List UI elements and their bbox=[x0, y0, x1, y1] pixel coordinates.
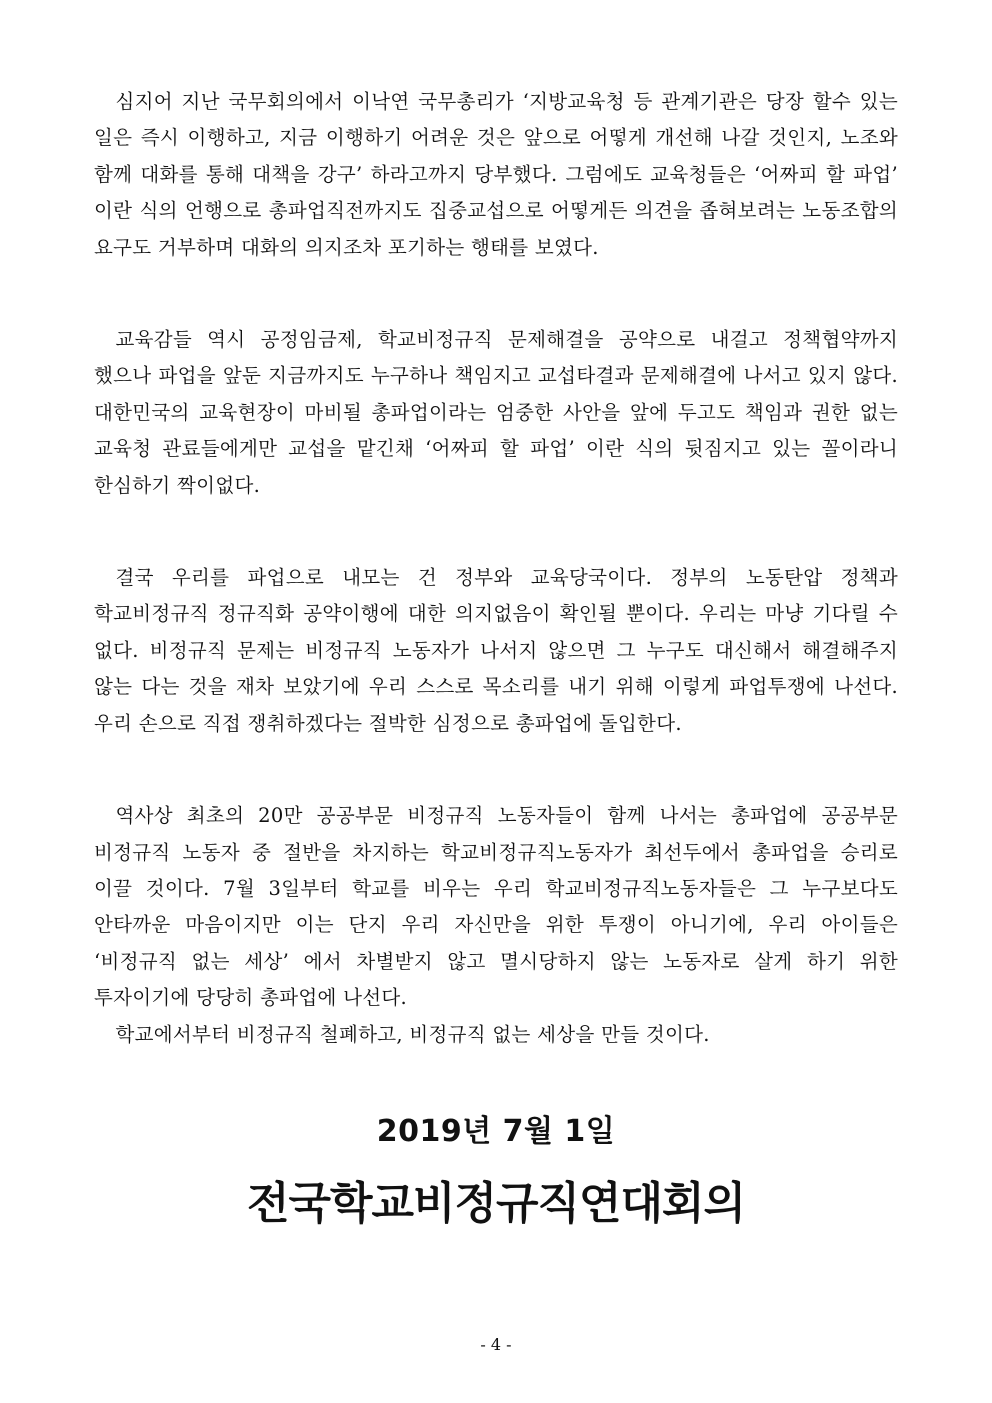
page-number: - 4 - bbox=[480, 1335, 512, 1354]
document-date: 2019년 7월 1일 bbox=[376, 1114, 616, 1149]
paragraph-3: 결국 우리를 파업으로 내모는 건 정부와 교육당국이다. 정부의 노동탄압 정책과 학교비정규직 정규직화 공약이행에 대한 의지없음이 확인될 뿐이다. 우리는 마냥 기다릴 수 없다. 비정규직 문제는 비정규직 노동자가 나서지 않으면 그 누구도 대신해서 해결해주지 않는 다는 것을 재차 보았기에 우리 스스로 목소리를 내기 위해 이렇게 파업투쟁에 나선다. 우리 손으로 직접 쟁취하겠다는 절박한 심정으로 총파업에 돌입한다. bbox=[94, 566, 898, 735]
paragraph-2: 교육감들 역시 공정임금제, 학교비정규직 문제해결을 공약으로 내걸고 정책협약까지 했으나 파업을 앞둔 지금까지도 누구하나 책임지고 교섭타결과 문제해결에 나서고 있지 않다. 대한민국의 교육현장이 마비될 총파업이라는 엄중한 사안을 앞에 두고도 책임과 권한 없는 교육청 관료들에게만 교섭을 맡긴채 ‘어짜피 할 파업’ 이란 식의 뒷짐지고 있는 꼴이라니 한심하기 짝이없다. bbox=[94, 328, 898, 497]
paragraph-4: 역사상 최초의 20만 공공부문 비정규직 노동자들이 함께 나서는 총파업에 공공부문 비정규직 노동자 중 절반을 차지하는 학교비정규직노동자가 최선두에서 총파업을 승리로 이끌 것이다. 7월 3일부터 학교를 비우는 우리 학교비정규직노동자들은 그 누구보다도 안타까운 마음이지만 이는 단지 우리 자신만을 위한 투쟁이 아니기에, 우리 아이들은 ‘비정규직 없는 세상’ 에서 차별받지 않고 멸시당하지 않는 노동자로 살게 하기 위한 투자이기에 당당히 총파업에 나선다. bbox=[94, 804, 898, 1010]
paragraph-1: 심지어 지난 국무회의에서 이낙연 국무총리가 ‘지방교육청 등 관계기관은 당장 할수 있는 일은 즉시 이행하고, 지금 이행하기 어려운 것은 앞으로 어떻게 개선해 나갈 것인지, 노조와 함께 대화를 통해 대책을 강구’ 하라고까지 당부했다. 그럼에도 교육청들은 ‘어짜피 할 파업’ 이란 식의 언행으로 총파업직전까지도 집중교섭으로 어떻게든 의견을 좁혀보려는 노동조합의 요구도 거부하며 대화의 의지조차 포기하는 행태를 보였다. bbox=[94, 90, 898, 259]
organization-name: 전국학교비정규직연대회의 bbox=[246, 1178, 746, 1229]
document-body bbox=[94, 84, 898, 1053]
closing-statement: 학교에서부터 비정규직 철폐하고, 비정규직 없는 세상을 만들 것이다. bbox=[115, 1022, 710, 1046]
